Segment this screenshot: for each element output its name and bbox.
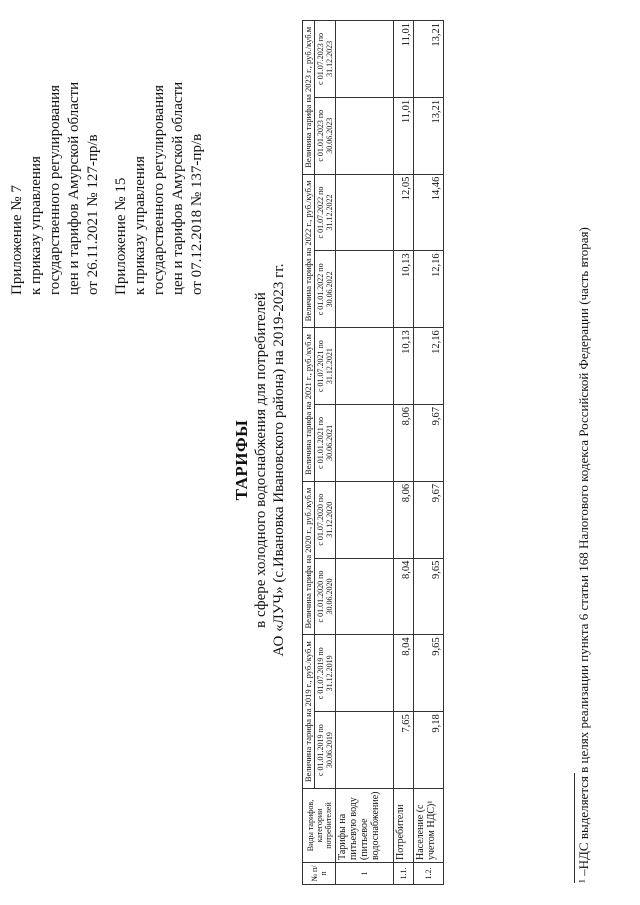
table-cell: 12,16 [414, 251, 444, 328]
header-tariff-type: Виды тарифов, категории потребителей [303, 789, 336, 863]
tariff-table [302, 20, 444, 885]
header-period: с 01.01.2020 по 30.06.2020 [315, 558, 336, 635]
appendix-line: Приложение № 15 [113, 177, 129, 295]
header-year-2021: Величина тарифа на 2021 г., руб./куб.м [303, 328, 315, 482]
header-year-2022: Величина тарифа на 2022 г., руб./куб.м [303, 174, 315, 328]
row-number: 1.2. [414, 863, 444, 885]
header-year-2020: Величина тарифа на 2020 г., руб./куб.м [303, 481, 315, 635]
row-label: Тарифы на питьевую воду (питьевое водоснабжение) [336, 789, 394, 863]
row-number: 1.1. [394, 863, 414, 885]
header-period: с 01.07.2022 по 31.12.2022 [315, 174, 336, 251]
appendix-line: государственного регулирования [151, 84, 167, 295]
appendix-line: Приложение № 7 [9, 185, 25, 295]
header-period: с 01.07.2020 по 31.12.2020 [315, 481, 336, 558]
header-period: с 01.07.2019 по 31.12.2019 [315, 635, 336, 712]
appendix-line: цен и тарифов Амурской области [66, 81, 82, 295]
row-label: Население (с учетом НДС)¹ [414, 789, 444, 863]
table-cell: 10,13 [394, 251, 414, 328]
header-number: № п/п [303, 863, 336, 885]
footnote-divider [574, 773, 575, 883]
table-cell: 13,21 [414, 97, 444, 174]
appendix-note-15 [112, 82, 207, 295]
header-period: с 01.01.2019 по 30.06.2019 [315, 712, 336, 789]
table-row [394, 21, 414, 885]
table-cell: 9,65 [414, 635, 444, 712]
appendix-line: от 07.12.2018 № 137-пр/в [189, 133, 205, 295]
title-heading: ТАРИФЫ [232, 419, 251, 501]
header-period: с 01.01.2021 по 30.06.2021 [315, 405, 336, 482]
table-cell: 12,05 [394, 174, 414, 251]
table-cell: 14,46 [414, 174, 444, 251]
table-cell: 10,13 [394, 328, 414, 405]
footnote: ¹ –НДС выделяется в целях реализации пункта 6 статьи 168 Налогового кодекса Российской Федерации (часть вторая) [576, 227, 591, 883]
table-section-row [336, 21, 394, 885]
appendix-line: государственного регулирования [47, 84, 63, 295]
appendix-line: цен и тарифов Амурской области [170, 81, 186, 295]
header-period: с 01.01.2023 по 30.06.2023 [315, 97, 336, 174]
appendix-line: от 26.11.2021 № 127-пр/в [85, 134, 101, 295]
table-cell: 8,04 [394, 635, 414, 712]
header-year-2023: Величина тарифа на 2023 г., руб./куб.м [303, 21, 315, 175]
document-title [232, 155, 289, 765]
table-cell: 8,06 [394, 405, 414, 482]
table-cell: 12,16 [414, 328, 444, 405]
table-cell: 8,04 [394, 558, 414, 635]
table-cell: 9,67 [414, 405, 444, 482]
row-number: 1 [336, 863, 394, 885]
table-cell: 13,21 [414, 21, 444, 98]
table-cell: 11,01 [394, 97, 414, 174]
header-period: с 01.07.2023 по 31.12.2023 [315, 21, 336, 98]
table-cell: 7,65 [394, 712, 414, 789]
header-period: с 01.01.2022 по 30.06.2022 [315, 251, 336, 328]
title-subheading: в сфере холодного водоснабжения для потребителей [253, 292, 269, 628]
appendix-line: к приказу управления [132, 156, 148, 295]
table-cell: 11,01 [394, 21, 414, 98]
header-year-2019: Величина тарифа на 2019 г., руб./куб.м [303, 635, 315, 789]
header-period: с 01.07.2021 по 31.12.2021 [315, 328, 336, 405]
title-company-line: АО «ЛУЧ» (с.Ивановка Ивановского района) на 2019-2023 гг. [271, 263, 287, 657]
table-cell: 9,65 [414, 558, 444, 635]
table-row [414, 21, 444, 885]
appendix-line: к приказу управления [28, 156, 44, 295]
row-label: Потребители [394, 789, 414, 863]
table-cell: 8,06 [394, 481, 414, 558]
appendix-note-7 [8, 82, 103, 295]
table-cell: 9,67 [414, 481, 444, 558]
table-cell: 9,18 [414, 712, 444, 789]
